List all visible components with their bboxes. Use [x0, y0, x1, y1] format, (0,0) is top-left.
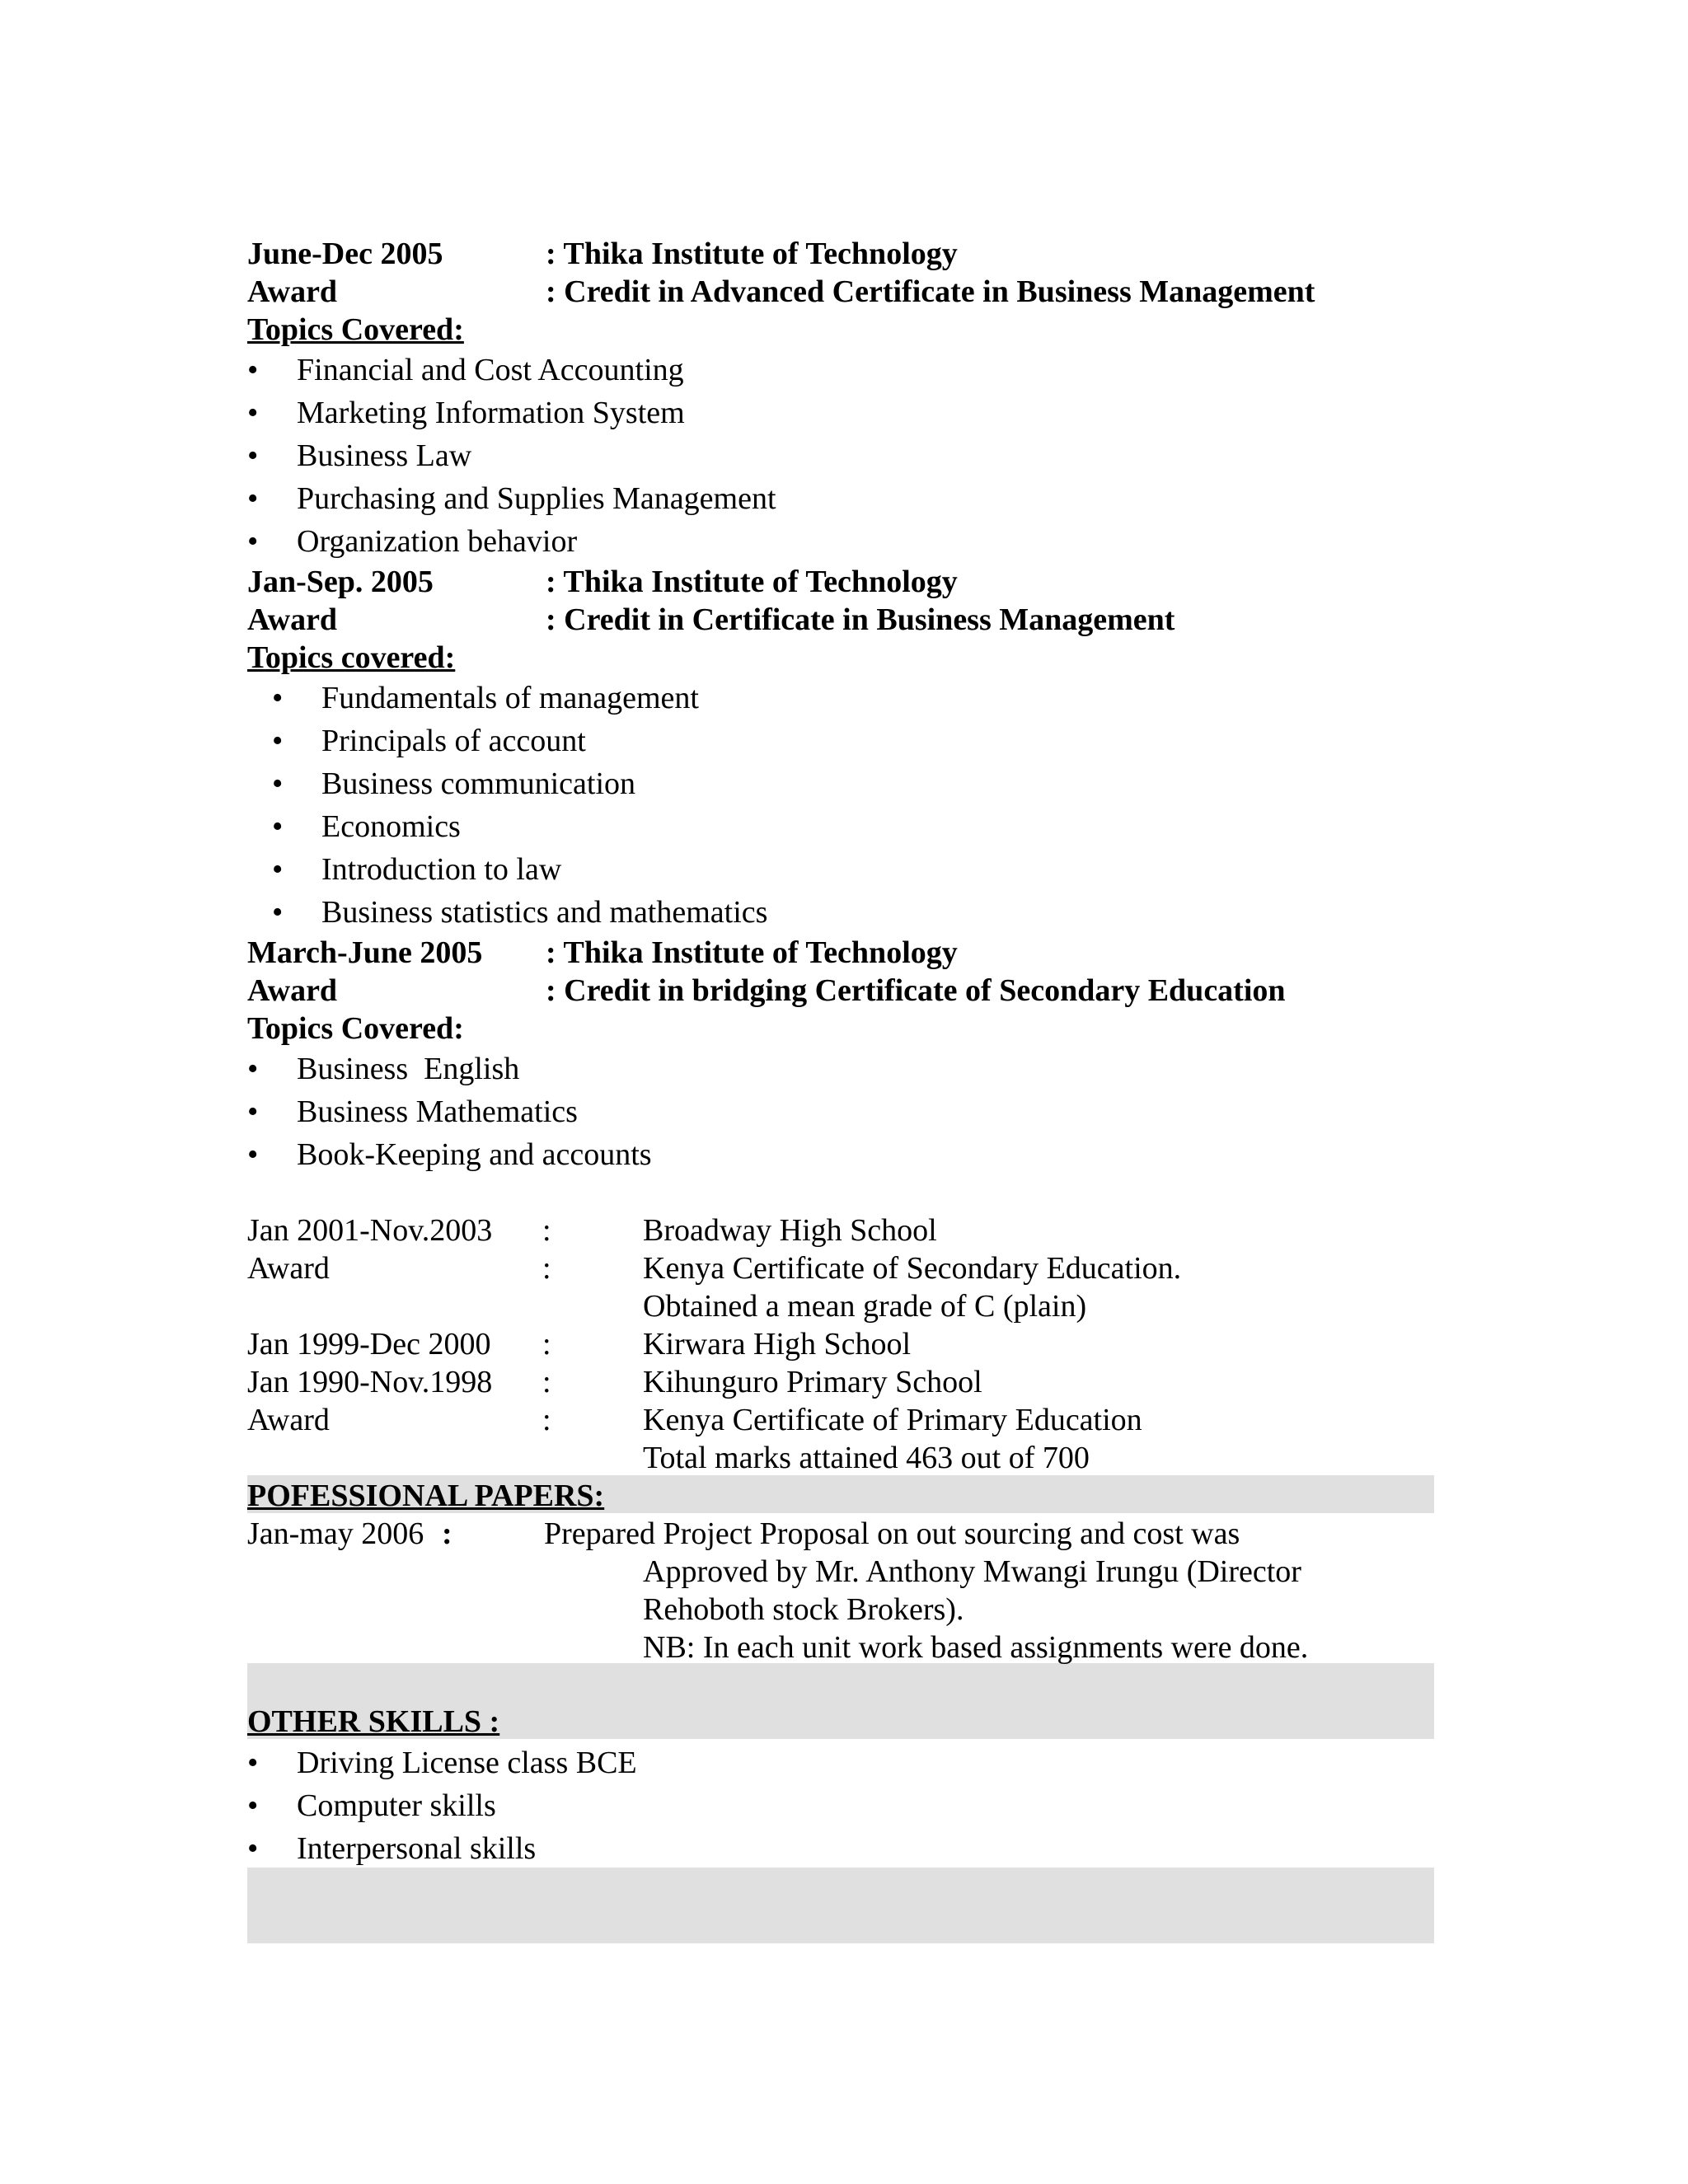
professional-heading: POFESSIONAL PAPERS: [247, 1479, 605, 1513]
bullet-icon: • [272, 724, 284, 758]
bullet-icon: • [247, 524, 259, 559]
bridging-date: March-June 2005 [247, 935, 483, 970]
bridging-institution: : Thika Institute of Technology [546, 935, 958, 970]
professional-colon: : [442, 1516, 452, 1551]
professional-date: Jan-may 2006 [247, 1516, 424, 1551]
bullet-icon: • [272, 852, 284, 887]
professional-line: Prepared Project Proposal on out sourcing and cost was [544, 1516, 1240, 1551]
advanced-award-label: Award [247, 274, 338, 309]
certificate-date: Jan-Sep. 2005 [247, 565, 434, 599]
bullet-icon: • [247, 1788, 259, 1823]
resume-page: June-Dec 2005 : Thika Institute of Technology Award : Credit in Advanced Certificate in Business Management Topics Covered: • Financial and Cost Accounting • Marketing Information System • Business Law • Purchasing and Supplies Management • Organization behavior Jan-Sep. 2005 : Thika Institute of Technology Award : Credit in Certificate in Business Management Topics covered: • Fundamentals of management • Principals of account • Business communication • Economics • Introduction to law • Business statistics and mathematics March-June 2005 : Thika Institute of Technology Award : Credit in bridging Certificate of Secondary Education Topics Covered: • Business English • Business Mathematics • Book-Keeping and accounts Jan 2001-Nov.2003 : Broadway High School Award : Kenya Certificate of Secondary Education. Obtained a mean grade of C (plain) Jan 1999-Dec 2000 : Kirwara High School Jan 1990-Nov.1998 : Kihunguro Primary School Award : Kenya Certificate of Primary Education Total marks attained 463 out of 700 POFESSIONAL PAPERS: Jan-may 2006 : Prepared Project Proposal on out sourcing and cost was Approved by Mr. Anthony Mwangi Irungu (Director Rehoboth stock Brokers). NB: In each unit work based assignments were done. OTHER SKILLS : • Driving License class BCE • Computer skills • Interpersonal skills [0, 0, 1688, 2184]
advanced-institution: : Thika Institute of Technology [546, 237, 958, 271]
bullet-icon: • [247, 1052, 259, 1086]
bullet-icon: • [247, 438, 259, 473]
advanced-topics-heading: Topics Covered: [247, 312, 464, 347]
professional-line: NB: In each unit work based assignments were done. [643, 1630, 1309, 1665]
bullet-icon: • [247, 1094, 259, 1129]
certificate-topics-heading: Topics covered: [247, 640, 456, 675]
bullet-icon: • [247, 396, 259, 430]
certificate-award: : Credit in Certificate in Business Management [546, 602, 1175, 637]
certificate-award-label: Award [247, 602, 338, 637]
bottom-shade [247, 1868, 1434, 1943]
other-skills-heading: OTHER SKILLS : [247, 1704, 500, 1739]
bullet-icon: • [247, 353, 259, 387]
bullet-icon: • [272, 766, 284, 801]
bullet-icon: • [272, 809, 284, 844]
advanced-award: : Credit in Advanced Certificate in Business Management [546, 274, 1315, 309]
bridging-award-label: Award [247, 973, 338, 1008]
bullet-icon: • [247, 1831, 259, 1866]
bridging-topics-heading: Topics Covered: [247, 1011, 464, 1046]
professional-line: Rehoboth stock Brokers). [643, 1592, 964, 1627]
certificate-institution: : Thika Institute of Technology [546, 565, 958, 599]
bullet-icon: • [247, 481, 259, 516]
professional-line: Approved by Mr. Anthony Mwangi Irungu (Director [643, 1554, 1301, 1589]
bridging-award: : Credit in bridging Certificate of Secondary Education [546, 973, 1286, 1008]
advanced-date: June-Dec 2005 [247, 237, 443, 271]
bullet-icon: • [247, 1746, 259, 1780]
bullet-icon: • [272, 895, 284, 930]
bullet-icon: • [272, 681, 284, 715]
bullet-icon: • [247, 1137, 259, 1172]
